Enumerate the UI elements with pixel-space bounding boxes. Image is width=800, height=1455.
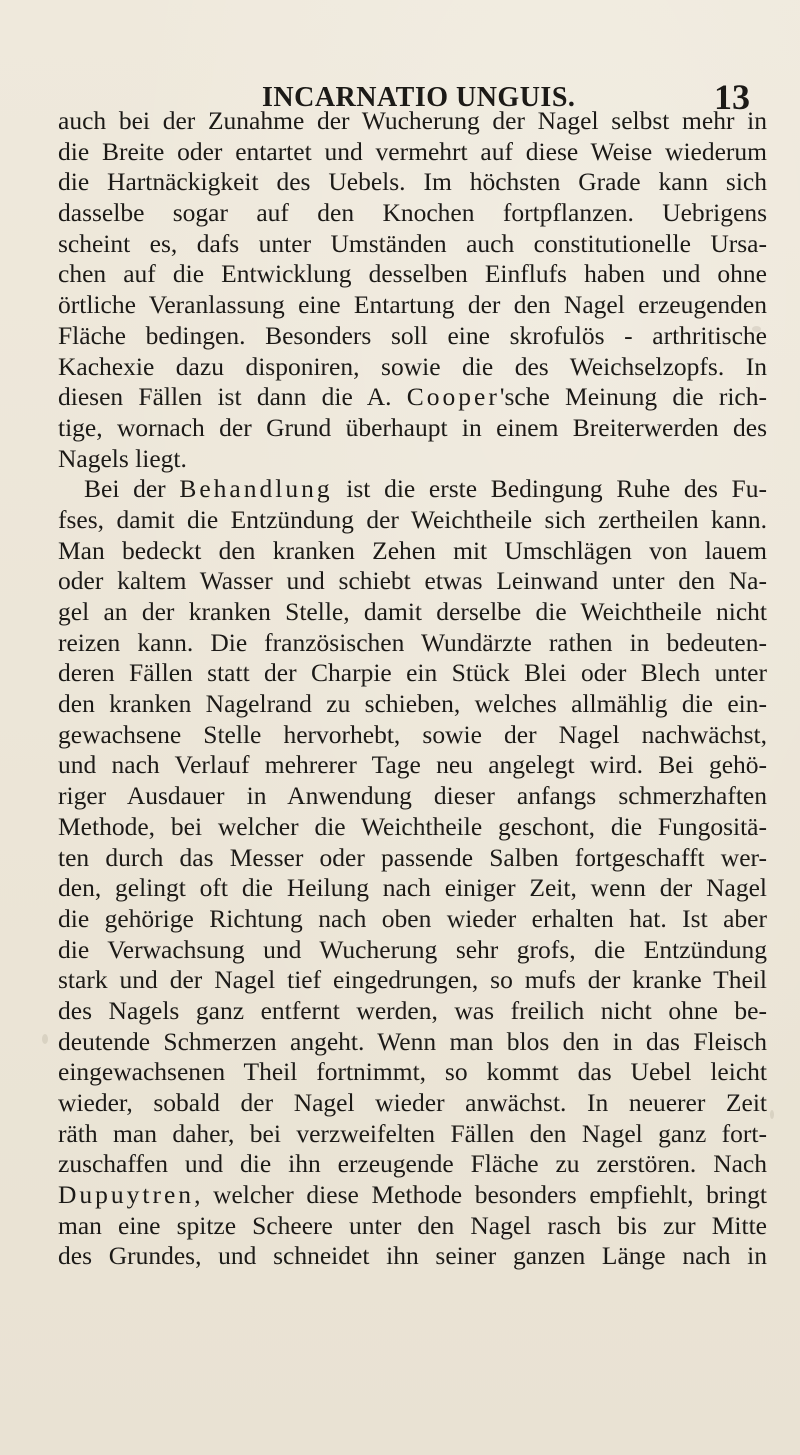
text-line (58, 1088, 767, 1119)
paper-spot (42, 1034, 48, 1044)
text-segment: auch bei der Zunahme der Wucherung der Nagel selbst mehr in (58, 106, 767, 135)
text-segment: die Breite oder entartet und vermehrt auf diese Weise wiederum (58, 136, 767, 166)
text-line (58, 658, 767, 689)
text-line (58, 137, 767, 168)
paper-spot (770, 1110, 774, 1119)
text-segment: Kachexie dazu disponiren, sowie die des Weichselzopfs. In (58, 351, 767, 381)
running-title: INCARNATIO UNGUIS. (262, 82, 576, 113)
text-segment: und nach Verlauf mehrerer Tage neu angelegt wird. Bei gehö- (58, 750, 767, 780)
text-line (58, 812, 767, 843)
text-line (58, 904, 767, 935)
text-line (58, 689, 767, 720)
text-line (58, 382, 767, 413)
text-line (58, 321, 767, 352)
text-line (58, 965, 767, 996)
text-line (58, 1149, 767, 1180)
text-segment: diesen Fällen ist dann die A. (58, 382, 407, 412)
text-segment: deren Fällen statt der Charpie ein Stück Blei oder Blech unter (58, 658, 767, 688)
text-segment: stark und der Nagel tief eingedrungen, so mufs der kranke Theil (58, 965, 767, 995)
text-line (58, 843, 767, 874)
text-segment: deutende Schmerzen angeht. Wenn man blos den in das Fleisch (58, 1026, 767, 1056)
text-segment: chen auf die Entwicklung desselben Einflufs haben und ohne (58, 259, 767, 289)
text-segment: räth man daher, bei verzweifelten Fällen den Nagel ganz fort- (58, 1118, 767, 1148)
text-line (58, 935, 767, 966)
text-segment: des Nagels ganz entfernt werden, was freilich nicht ohne be- (58, 995, 767, 1025)
text-segment: die gehörige Richtung nach oben wieder erhalten hat. Ist aber (58, 903, 767, 933)
text-segment: dasselbe sogar auf den Knochen fortpflanzen. Uebrigens (58, 198, 767, 228)
text-line (58, 750, 767, 781)
text-line (58, 597, 767, 628)
text-segment: riger Ausdauer in Anwendung dieser anfangs schmerzhaften (58, 781, 767, 811)
text-line (58, 505, 767, 536)
emphasized-name: Behandlung (179, 474, 333, 504)
text-segment: die Verwachsung und Wucherung sehr grofs, die Entzündung (58, 934, 767, 964)
text-line (58, 873, 767, 904)
text-segment: man eine spitze Scheere unter den Nagel rasch bis zur Mitte (58, 1210, 767, 1240)
text-line (58, 229, 767, 260)
text-line (58, 259, 767, 290)
text-line (58, 474, 767, 505)
text-segment: ist die erste Bedingung Ruhe des Fu- (332, 474, 767, 504)
text-segment: Methode, bei welcher die Weichtheile geschont, die Fungositä- (58, 811, 767, 841)
text-line (58, 1211, 767, 1242)
text-line (58, 1119, 767, 1150)
text-segment: fses, damit die Entzündung der Weichtheile sich zertheilen kann. (58, 504, 767, 534)
emphasized-name: Cooper (406, 382, 500, 412)
text-segment: reizen kann. Die französischen Wundärzte rathen in bedeuten- (58, 627, 767, 657)
text-line (58, 167, 767, 198)
text-segment: Fläche bedingen. Besonders soll eine skrofulös - arthritische (58, 320, 767, 350)
paper-spot (752, 326, 761, 332)
text-line (58, 781, 767, 812)
text-line (58, 198, 767, 229)
page-number: 13 (714, 77, 750, 117)
text-segment: gel an der kranken Stelle, damit derselbe die Weichtheile nicht (58, 597, 767, 626)
text-segment: Nagels liegt. (58, 443, 187, 473)
text-segment: ten durch das Messer oder passende Salben fortgeschafft wer- (58, 842, 767, 872)
text-line (58, 1057, 767, 1088)
text-line (58, 996, 767, 1027)
text-segment: oder kaltem Wasser und schiebt etwas Leinwand unter den Na- (58, 566, 767, 596)
text-segment: den, gelingt oft die Heilung nach einiger Zeit, wenn der Nagel (58, 873, 767, 903)
emphasized-name: Dupuytren (58, 1180, 195, 1210)
text-line (58, 1241, 767, 1272)
text-segment: des Grundes, und schneidet ihn seiner ganzen Länge nach in (58, 1241, 767, 1271)
text-line (58, 536, 767, 567)
text-segment: die Hartnäckigkeit des Uebels. Im höchsten Grade kann sich (58, 167, 767, 197)
text-segment: örtliche Veranlassung eine Entartung der den Nagel erzeugenden (58, 290, 767, 320)
text-line (58, 1180, 767, 1211)
text-segment: 'sche Meinung die rich- (499, 382, 767, 412)
text-segment: tige, wornach der Grund überhaupt in einem Breiterwerden des (58, 412, 767, 442)
text-line (58, 106, 767, 137)
text-line (58, 720, 767, 751)
text-segment: eingewachsenen Theil fortnimmt, so kommt das Uebel leicht (58, 1057, 767, 1087)
text-segment: den kranken Nagelrand zu schieben, welches allmählig die ein- (58, 689, 767, 719)
text-segment: scheint es, dafs unter Umständen auch constitutionelle Ursa- (58, 228, 767, 258)
text-line (58, 444, 767, 475)
text-line (58, 628, 767, 659)
text-line (58, 290, 767, 321)
text-segment: , welcher diese Methode besonders empfiehlt, bringt (194, 1180, 767, 1210)
text-segment: Bei der (84, 474, 180, 504)
text-segment: zuschaffen und die ihn erzeugende Fläche zu zerstören. Nach (58, 1149, 767, 1179)
text-line (58, 352, 767, 383)
text-segment: Man bedeckt den kranken Zehen mit Umschlägen von lauem (58, 535, 767, 565)
text-segment: gewachsene Stelle hervorhebt, sowie der Nagel nachwächst, (58, 719, 767, 749)
text-line (58, 566, 767, 597)
text-body (58, 106, 767, 1272)
text-line (58, 1027, 767, 1058)
text-line (58, 413, 767, 444)
text-segment: wieder, sobald der Nagel wieder anwächst. In neuerer Zeit (58, 1088, 767, 1117)
